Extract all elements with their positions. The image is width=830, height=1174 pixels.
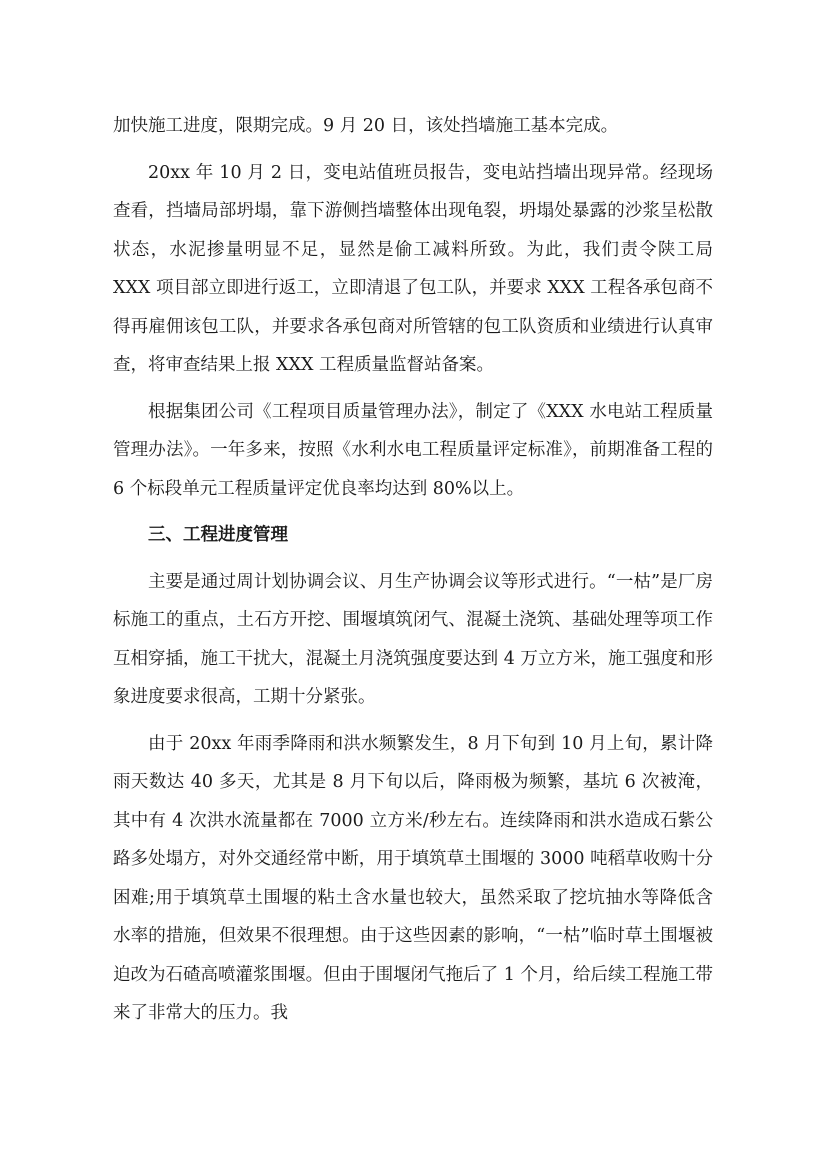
paragraph-continuation: 加快施工进度，限期完成。9 月 20 日，该处挡墙施工基本完成。 [113, 116, 619, 136]
section-heading-schedule-management: 三、工程进度管理 [148, 525, 288, 545]
document-body [113, 107, 713, 1041]
paragraph-retaining-wall-incident: 20xx 年 10 月 2 日，变电站值班员报告，变电站挡墙出现异常。经现场查看，挡墙局部坍塌，靠下游侧挡墙整体出现龟裂，坍塌处暴露的沙浆呈松散状态，水泥掺量明显不足，显然是偷工减料所致。为此，我们责令陕工局 XXX 项目部立即进行返工，立即清退了包工队，并要求 XXX 工程各承包商不得再雇佣该包工队，并要求各承包商对所管辖的包工队资质和业绩进行认真审查，将审查结果上报 XXX 工程质量监督站备案。 [113, 162, 713, 375]
paragraph-coordination-meetings: 主要是通过周计划协调会议、月生产协调会议等形式进行。“一枯”是厂房标施工的重点，土石方开挖、围堰填筑闭气、混凝土浇筑、基础处理等项工作互相穿插，施工干扰大，混凝土月浇筑强度要达到 4 万立方米，施工强度和形象进度要求很高，工期十分紧张。 [113, 571, 713, 707]
paragraph-rain-and-flood: 由于 20xx 年雨季降雨和洪水频繁发生，8 月下旬到 10 月上旬，累计降雨天数达 40 多天，尤其是 8 月下旬以后，降雨极为频繁，基坑 6 次被淹，其中有 4 次洪水流量都在 7000 立方米/秒左右。连续降雨和洪水造成石紫公路多处塌方，对外交通经常中断，用于填筑草土围堰的 3000 吨稻草收购十分困难;用于填筑草土围堰的粘土含水量也较大，虽然采取了挖坑抽水等降低含水率的措施，但效果不很理想。由于这些因素的影响，“一枯”临时草土围堰被迫改为石碴高喷灌浆围堰。但由于围堰闭气拖后了 1 个月，给后续工程施工带来了非常大的压力。我 [113, 733, 713, 1023]
paragraph-quality-management: 根据集团公司《工程项目质量管理办法》，制定了《XXX 水电站工程质量管理办法》。一年多来，按照《水利水电工程质量评定标准》，前期准备工程的 6 个标段单元工程质量评定优良率均达到 80%以上。 [113, 401, 713, 499]
